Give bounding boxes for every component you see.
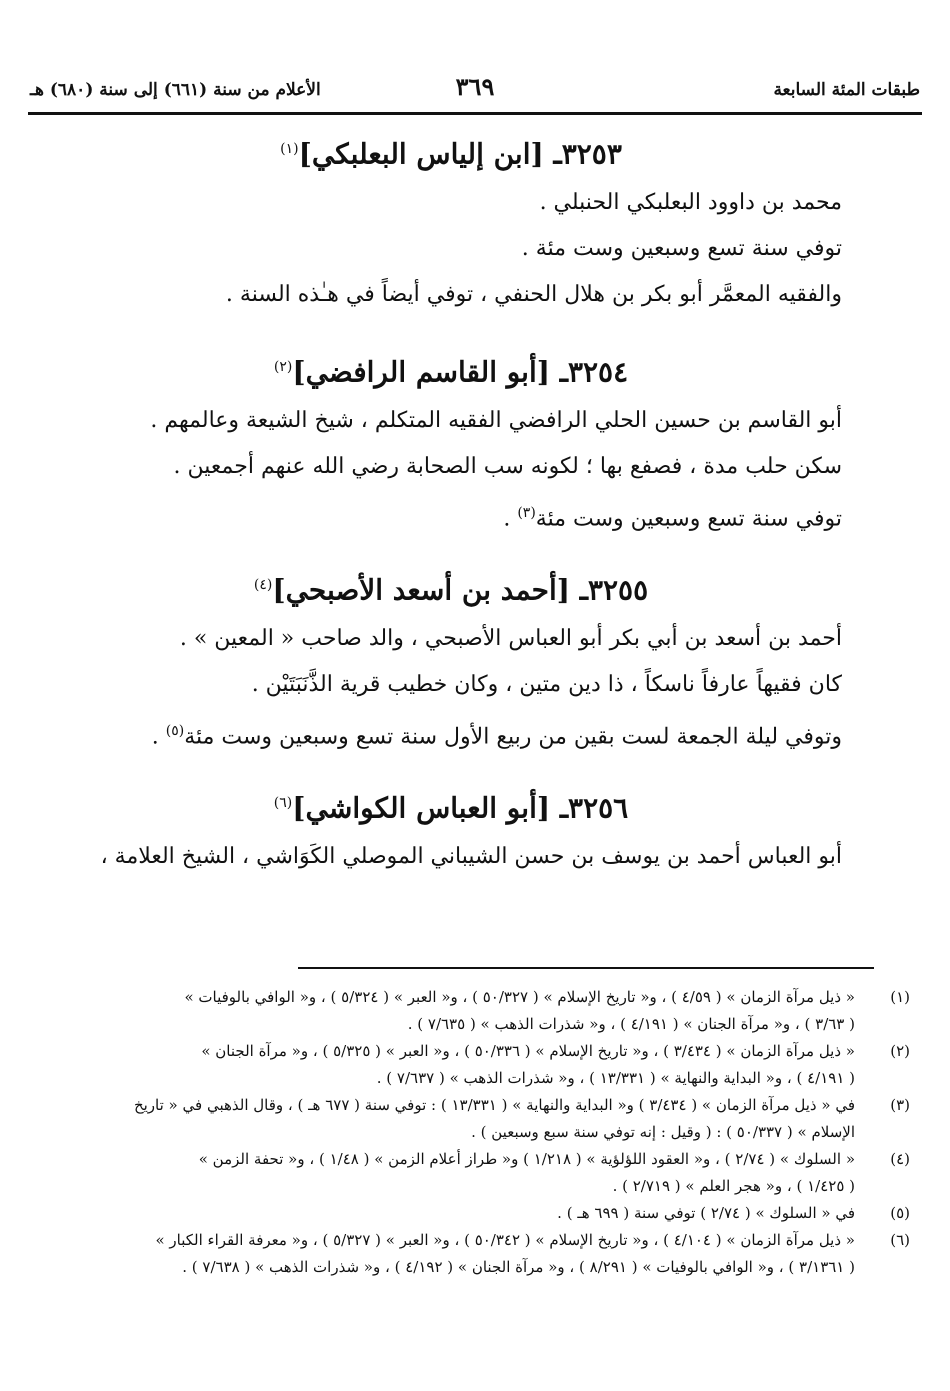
footnote-ref: (٦): [273, 795, 293, 811]
footnote-ref: (١): [280, 141, 299, 157]
footnote-number: (٦): [890, 1231, 910, 1249]
line-text: وتوفي ليلة الجمعة لست بقين من ربيع الأول سنة تسع وسبعين وست مئة: [184, 724, 842, 750]
footnote: [40, 984, 910, 1038]
footnote-number: (١): [890, 988, 910, 1006]
footnote: [40, 1227, 910, 1281]
footnote-line: في « ذيل مرآة الزمان » ( ٣/٤٣٤ ) و« البداية والنهاية » ( ١٣/٣٣١ ) : توفي سنة ( ٦٧٧ هـ ) ، وقال الذهبي في « تاريخ: [133, 1096, 855, 1114]
entry-number: ٣٢٥٤: [567, 355, 629, 389]
line-tail: .: [151, 724, 166, 750]
footnote-line: « ذيل مرآة الزمان » ( ٣/٤٣٤ ) ، و« تاريخ الإسلام » ( ٥٠/٣٣٦ ) ، و« العبر » ( ٥/٣٢٥ ) ، و« مرآة الجنان »: [201, 1042, 855, 1060]
footnote-number: (٤): [890, 1150, 910, 1168]
entry-title: ٣٢٥٥ـ [أحمد بن أسعد الأصبحي]$^{(٤)}$: [253, 573, 649, 607]
text-line: توفي سنة تسع وسبعين وست مئة .: [521, 236, 842, 261]
footnote-ref: (٣): [517, 505, 536, 521]
header-divider: [28, 112, 922, 115]
text-line: [60, 708, 842, 754]
text-line: أبو القاسم بن حسين الحلي الرافضي الفقيه المتكلم ، شيخ الشيعة وعالمهم .: [150, 408, 842, 433]
entry-title: ٣٢٥٤ـ [أبو القاسم الرافضي]$^{(٢)}$: [273, 355, 629, 389]
footnote-number: (٥): [890, 1204, 910, 1222]
footnote: [40, 1146, 910, 1200]
footnote-ref: (٥): [165, 723, 185, 739]
entry-number: ٣٢٥٥: [587, 573, 649, 607]
footnote-ref: (٢): [273, 359, 293, 375]
footnote-line: « السلوك » ( ٢/٧٤ ) ، و« العقود اللؤلؤية » ( ١/٢١٨ ) و« طراز أعلام الزمن » ( ١/٤٨ ) ، و« تحفة الزمن »: [198, 1150, 855, 1168]
footnote-line: ( ٤/١٩١ ) ، و« البداية والنهاية » ( ١٣/٣٣١ ) ، و« شذرات الذهب » ( ٧/٦٣٧ ) .: [376, 1069, 855, 1087]
header-range-title: الأعلام من سنة (٦٦١) إلى سنة (٦٨٠) هـ: [30, 80, 321, 100]
entry-number: ٣٢٥٣: [561, 137, 622, 171]
entry-title: ٣٢٥٦ـ [أبو العباس الكواشي]$^{(٦)}$: [273, 791, 629, 825]
footnote-line: « ذيل مرآة الزمان » ( ٤/٥٩ ) ، و« تاريخ الإسلام » ( ٥٠/٣٢٧ ) ، و« العبر » ( ٥/٣٢٤ ) ، و« الوافي بالوفيات »: [184, 988, 855, 1006]
page-number: ٣٦٩: [455, 72, 495, 101]
entry-heading: [أبو القاسم الرافضي]: [292, 355, 551, 389]
main-text: [60, 118, 842, 880]
footnote: [40, 1038, 910, 1092]
footnotes: [40, 984, 910, 1281]
text-line: أحمد بن أسعد بن أبي بكر أبو العباس الأصبحي ، والد صاحب « المعين » .: [179, 626, 842, 651]
footnote-line: « ذيل مرآة الزمان » ( ٤/١٠٤ ) ، و« تاريخ الإسلام » ( ٥٠/٣٤٢ ) ، و« العبر » ( ٥/٣٢٧ ) ، و« معرفة القراء الكبار »: [155, 1231, 855, 1249]
footnote-line: في « السلوك » ( ٢/٧٤ ) توفي سنة ( ٦٩٩ هـ ) .: [557, 1204, 855, 1222]
entry-number: ٣٢٥٦: [568, 791, 629, 825]
footnote-divider: [298, 967, 874, 969]
text-line: والفقيه المعمَّر أبو بكر بن هلال الحنفي ، توفي أيضاً في هـٰذه السنة .: [225, 282, 842, 307]
footnote-line: ( ٣/٦٣ ) ، و« مرآة الجنان » ( ٤/١٩١ ) ، و« شذرات الذهب » ( ٧/٦٣٥ ) .: [407, 1015, 855, 1033]
text-line: أبو العباس أحمد بن يوسف بن حسن الشيباني الموصلي الكَوَاشي ، الشيخ العلامة ،: [100, 844, 842, 869]
text-line: سكن حلب مدة ، فصفع بها ؛ لكونه سب الصحابة رضي الله عنهم أجمعين .: [173, 454, 842, 479]
entry-heading: [أحمد بن أسعد الأصبحي]: [272, 573, 570, 607]
text-line: محمد بن داوود البعلبكي الحنبلي .: [539, 190, 842, 215]
entry-heading: [أبو العباس الكواشي]: [292, 791, 551, 825]
footnote-number: (٣): [890, 1096, 910, 1114]
line-text: توفي سنة تسع وسبعين وست مئة: [535, 506, 842, 532]
text-line: كان فقيهاً عارفاً ناسكاً ، ذا دين متين ، وكان خطيب قرية الذَّنَبَتَيْن .: [251, 672, 842, 697]
header-section-title: طبقات المئة السابعة: [773, 80, 920, 100]
line-tail: .: [503, 506, 518, 532]
entry-title: ٣٢٥٣ـ [ابن إلياس البعلبكي]$^{(١)}$: [280, 137, 622, 171]
footnote: [40, 1092, 910, 1146]
text-line: [60, 490, 842, 536]
footnote-line: الإسلام » ( ٥٠/٣٣٧ ) : ( وقيل : إنه توفي سنة سبع وسبعين ) .: [471, 1123, 855, 1141]
footnote-number: (٢): [890, 1042, 910, 1060]
entry-heading: [ابن إلياس البعلبكي]: [298, 137, 544, 171]
footnote-ref: (٤): [253, 577, 273, 593]
footnote-line: ( ٣/١٣٦١ ) ، و« الوافي بالوفيات » ( ٨/٢٩١ ) ، و« مرآة الجنان » ( ٤/١٩٢ ) ، و« شذرات الذهب » ( ٧/٦٣٨ ) .: [182, 1258, 855, 1276]
footnote-line: ( ١/٤٢٥ ) ، و« هجر العلم » ( ٢/٧١٩ ) .: [612, 1177, 855, 1195]
footnote: [40, 1200, 910, 1227]
running-header: [30, 70, 920, 114]
